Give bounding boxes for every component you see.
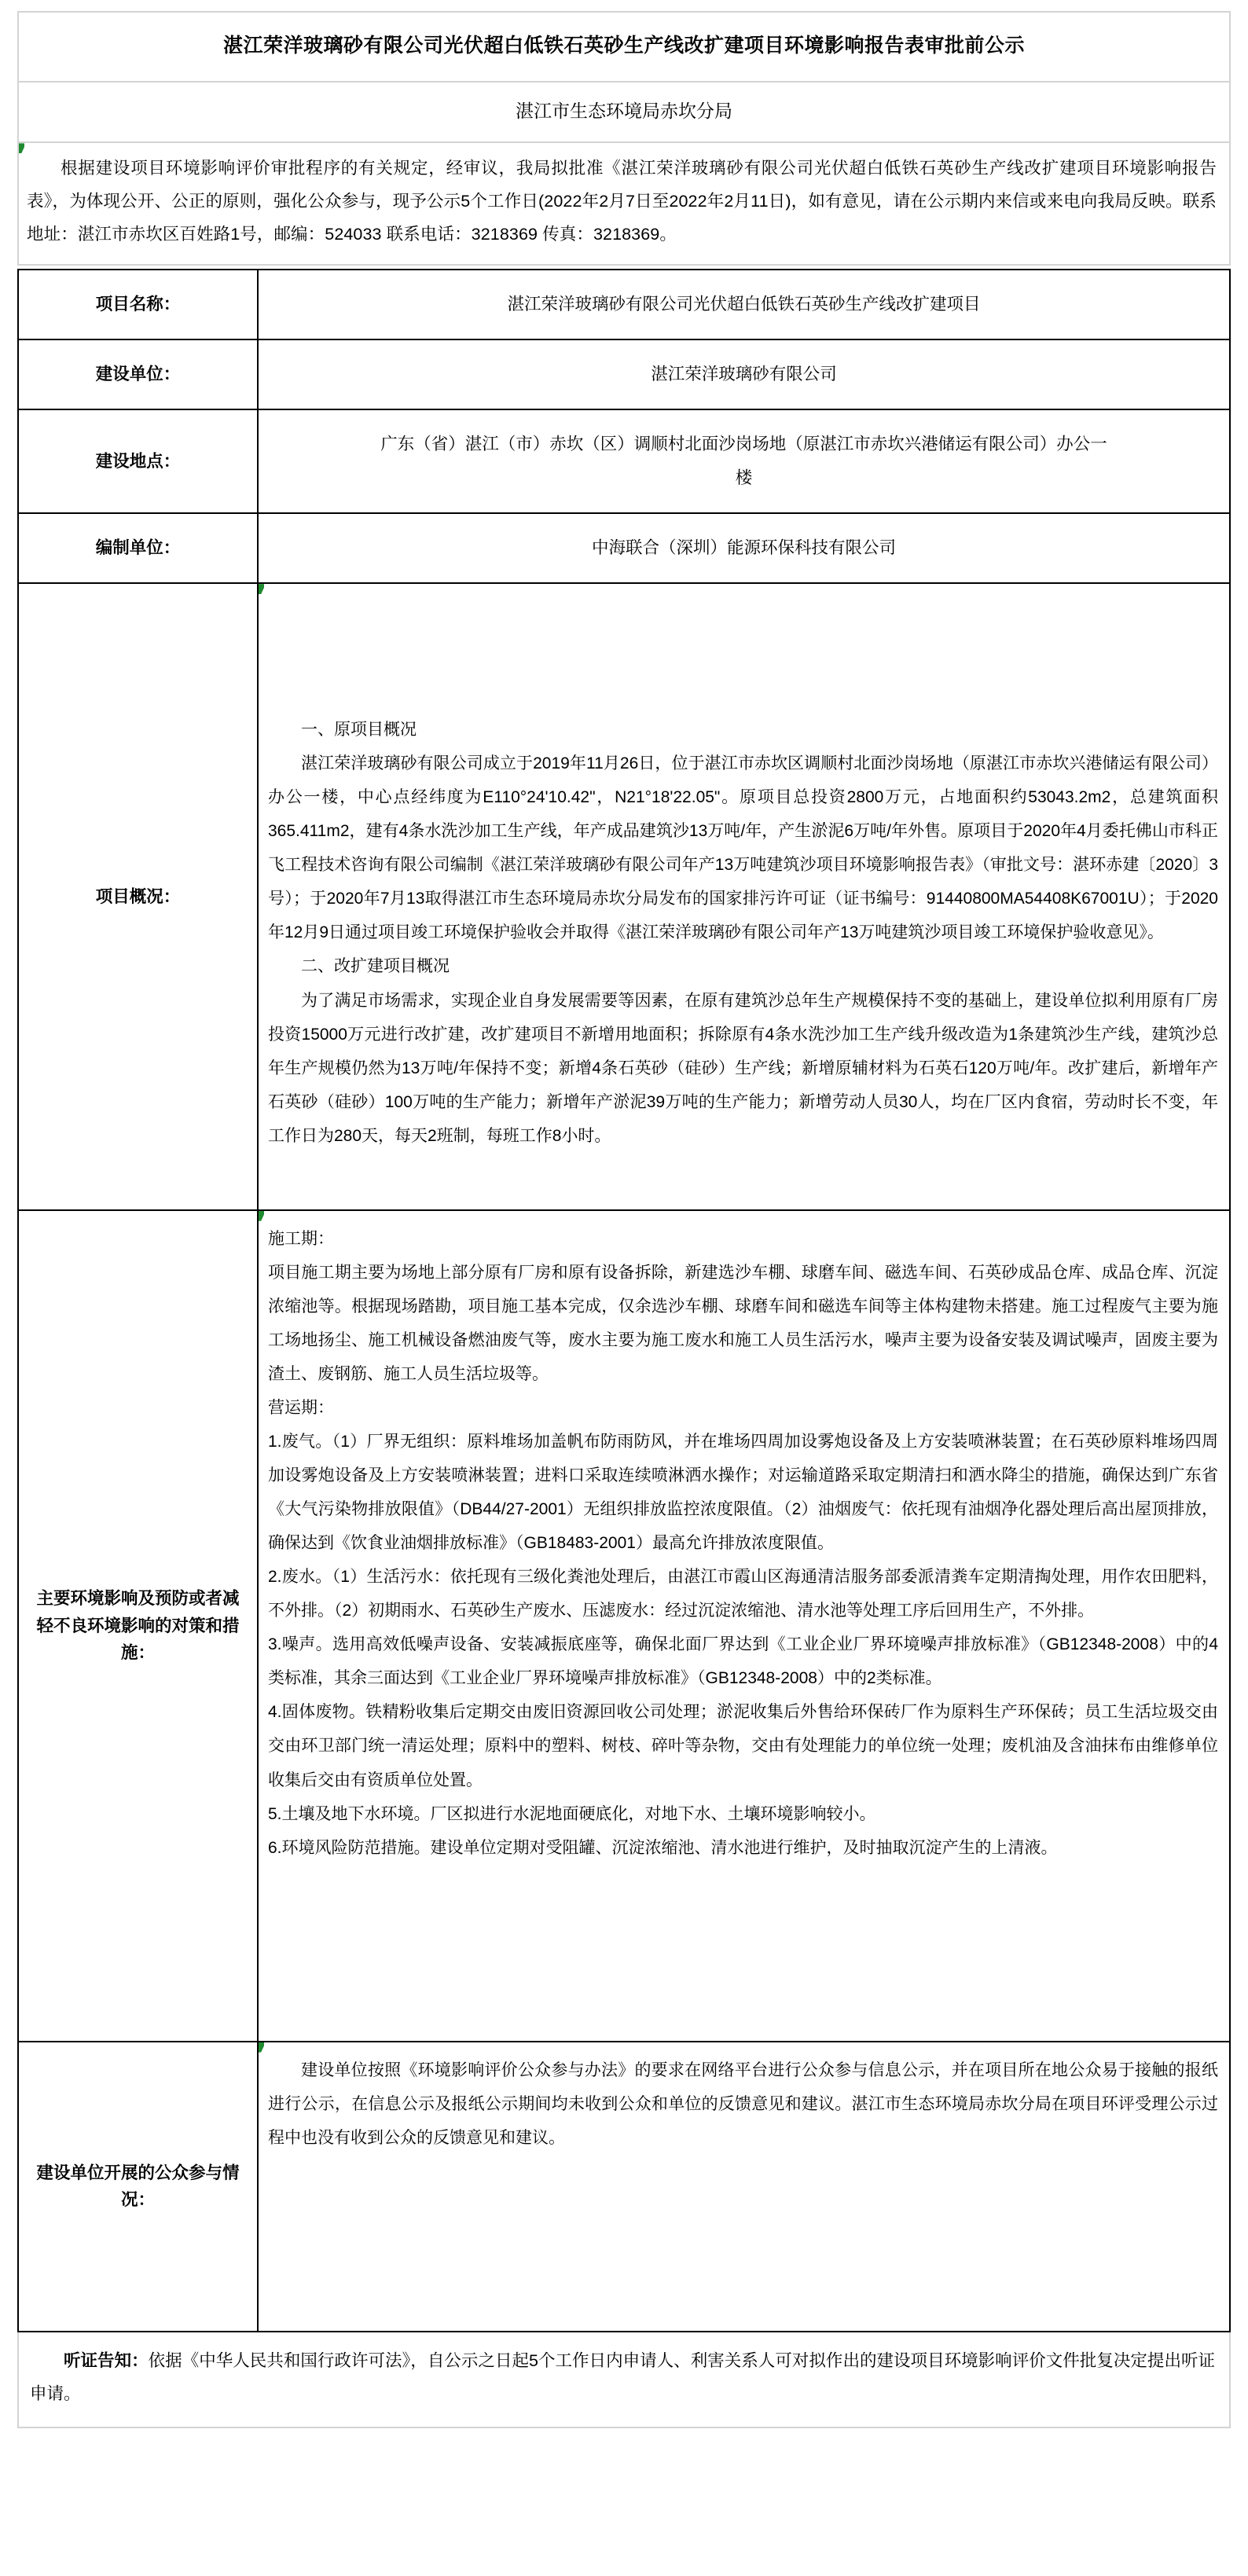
measures-construction-text: 项目施工期主要为场地上部分原有厂房和原有设备拆除，新建选沙车棚、球磨车间、磁选车间、石英砂成品仓库、成品仓库、沉淀浓缩池等。根据现场踏勘，项目施工基本完成，仅余选沙车棚、球磨车间和磁选车间等主体构建物未搭建。施工过程废气主要为施工场地扬尘、施工机械设备燃油废气等，废水主要为施工废水和施工人员生活污水，噪声主要为设备安装及调试噪声，固废主要为渣土、废钢筋、施工人员生活垃圾等。 bbox=[268, 1263, 1218, 1383]
preparation-unit-value: 中海联合（深圳）能源环保科技有限公司 bbox=[591, 538, 896, 558]
project-overview-body bbox=[259, 584, 1229, 1209]
overview-para-original: 湛江荣洋玻璃砂有限公司成立于2019年11月26日，位于湛江市赤坎区调顺村北面沙岗场地（原湛江市赤坎兴港储运有限公司）办公一楼，中心点经纬度为E110°24'10.42"，N21°18'22.05"。原项目总投资2800万元，占地面积约53043.2m2，总建筑面积365.411m2，建有4条水洗沙加工生产线，年产成品建筑沙13万吨/年，产生淤泥6万吨/年外售。原项目于2020年4月委托佛山市科正飞工程技术咨询有限公司编制《湛江荣洋玻璃砂有限公司年产13万吨建筑沙项目环境影响报告表》（审批文号：湛环赤建〔2020〕3号）；于2020年7月13取得湛江市生态环境局赤坎分局发布的国家排污许可证（证书编号：91440800MA54408K67001U）；于2020年12月9日通过项目竣工环境保护验收会并取得《湛江荣洋玻璃砂有限公司年产13万吨建筑沙项目竣工环境保护验收意见》。 bbox=[268, 754, 1218, 942]
environmental-measures-body bbox=[259, 1211, 1229, 2041]
measures-item-risk-prevention: 6.环境风险防范措施。建设单位定期对受阻罐、沉淀浓缩池、清水池进行维护，及时抽取沉淀产生的上清液。 bbox=[268, 1838, 1058, 1857]
document-title-box bbox=[17, 11, 1231, 81]
construction-unit-value-cell bbox=[258, 339, 1230, 409]
table-row-preparation-unit bbox=[18, 513, 1230, 583]
public-participation-body bbox=[259, 2042, 1229, 2331]
construction-site-value-cell bbox=[258, 409, 1230, 513]
environmental-measures-value-cell bbox=[258, 1210, 1230, 2042]
measures-operation-heading: 营运期： bbox=[268, 1399, 334, 1417]
project-name-label-cell bbox=[18, 270, 258, 339]
measures-item-noise: 3.噪声。选用高效低噪声设备、安装减振底座等，确保北面厂界达到《工业企业厂界环境噪声排放标准》（GB12348-2008）中的4类标准，其余三面达到《工业企业厂界环境噪声排放标准》（GB12348-2008）中的2类标准。 bbox=[268, 1635, 1218, 1688]
table-row-construction-site bbox=[18, 409, 1230, 513]
project-overview-value-cell bbox=[258, 583, 1230, 1210]
public-participation-label: 建设单位开展的公众参与情况： bbox=[36, 2163, 240, 2210]
preparation-unit-value-cell bbox=[258, 513, 1230, 583]
project-overview-label: 项目概况： bbox=[95, 886, 181, 906]
project-name-value-cell bbox=[258, 270, 1230, 339]
hearing-notice-label: 听证告知： bbox=[64, 2350, 149, 2370]
project-name-label: 项目名称： bbox=[95, 295, 181, 314]
preparation-unit-label: 编制单位： bbox=[95, 538, 181, 558]
construction-site-value: 广东（省）湛江（市）赤坎（区）调顺村北面沙岗场地（原湛江市赤坎兴港储运有限公司）办公一楼 bbox=[380, 435, 1107, 488]
overview-heading-original: 一、原项目概况 bbox=[301, 721, 417, 739]
project-name-value: 湛江荣洋玻璃砂有限公司光伏超白低铁石英砂生产线改扩建项目 bbox=[507, 295, 981, 314]
overview-top-spacer bbox=[268, 595, 1218, 713]
preparation-unit-label-cell bbox=[18, 513, 258, 583]
table-row-public-participation bbox=[18, 2042, 1230, 2332]
public-participation-label-cell bbox=[18, 2042, 258, 2332]
public-participation-value-cell bbox=[258, 2042, 1230, 2332]
measures-construction-heading: 施工期： bbox=[268, 1229, 334, 1248]
environmental-measures-label-cell bbox=[18, 1210, 258, 2042]
overview-para-expansion: 为了满足市场需求，实现企业自身发展需要等因素，在原有建筑沙总年生产规模保持不变的基础上，建设单位拟利用原有厂房投资15000万元进行改扩建，改扩建项目不新增用地面积；拆除原有4条水洗沙加工生产线升级改造为1条建筑沙生产线，建筑沙总年生产规模仍然为13万吨/年保持不变；新增4条石英砂（硅砂）生产线；新增原辅材料为石英石120万吨/年。改扩建后，新增年产石英砂（硅砂）100万吨的生产能力；新增年产淤泥39万吨的生产能力；新增劳动人员30人，均在厂区内食宿，劳动时长不变，年工作日为280天，每天2班制，每班工作8小时。 bbox=[268, 991, 1218, 1145]
environmental-measures-label: 主要环境影响及预防或者减轻不良环境影响的对策和措施： bbox=[36, 1589, 240, 1662]
issuing-authority: 湛江市生态环境局赤坎分局 bbox=[516, 100, 732, 121]
page-title: 湛江荣洋玻璃砂有限公司光伏超白低铁石英砂生产线改扩建项目环境影响报告表审批前公示 bbox=[222, 35, 1025, 57]
overview-bottom-spacer bbox=[268, 1153, 1218, 1198]
construction-unit-value: 湛江荣洋玻璃砂有限公司 bbox=[651, 365, 837, 384]
measures-item-solid-waste: 4.固体废物。铁精粉收集后定期交由废旧资源回收公司处理；淤泥收集后外售给环保砖厂作为原料生产环保砖；员工生活垃圾交由交由环卫部门统一清运处理；原料中的塑料、树枝、碎叶等杂物，交由有处理能力的单位统一处理；废机油及含油抹布由维修单位收集后交由有资质单位处置。 bbox=[268, 1703, 1218, 1789]
intro-paragraph: 根据建设项目环境影响评价审批程序的有关规定，经审议，我局拟批准《湛江荣洋玻璃砂有限公司光伏超白低铁石英砂生产线改扩建项目环境影响报告表》，为体现公开、公正的原则，强化公众参与，现予公示5个工作日(2022年2月7日至2022年2月11日)，如有意见，请在公示期内来信或来电向我局反映。联系地址：湛江市赤坎区百姓路1号，邮编：524033 联系电话：3218369 传真：3218369。 bbox=[27, 159, 1217, 244]
measures-item-soil-groundwater: 5.土壤及地下水环境。厂区拟进行水泥地面硬底化，对地下水、土壤环境影响较小。 bbox=[268, 1804, 876, 1823]
measures-item-air: 1.废气。（1）厂界无组织：原料堆场加盖帆布防雨防风，并在堆场四周加设雾炮设备及上方安装喷淋装置；在石英砂原料堆场四周加设雾炮设备及上方安装喷淋装置；进料口采取连续喷淋洒水操作；对运输道路采取定期清扫和洒水降尘的措施，确保达到广东省《大气污染物排放限值》（DB44/27-2001）无组织排放监控浓度限值。（2）油烟废气：依托现有油烟净化器处理后高出屋顶排放，确保达到《饮食业油烟排放标准》（GB18483-2001）最高允许排放浓度限值。 bbox=[268, 1433, 1218, 1553]
participation-bottom-spacer bbox=[268, 2155, 1218, 2320]
construction-site-label-cell bbox=[18, 409, 258, 513]
table-row-project-overview bbox=[18, 583, 1230, 1210]
measures-bottom-spacer bbox=[268, 1865, 1218, 2030]
table-row-environmental-measures bbox=[18, 1210, 1230, 2042]
hearing-notice-text: 依据《中华人民共和国行政许可法》，自公示之日起5个工作日内申请人、利害关系人可对拟作出的建设项目环境影响评价文件批复决定提出听证申请。 bbox=[30, 2350, 1215, 2403]
construction-unit-label: 建设单位： bbox=[95, 365, 181, 384]
measures-item-wastewater: 2.废水。（1）生活污水：依托现有三级化粪池处理后，由湛江市霞山区海通清洁服务部委派清粪车定期清掏处理，用作农田肥料，不外排。（2）初期雨水、石英砂生产废水、压滤废水：经过沉淀浓缩池、清水池等处理工序后回用生产，不外排。 bbox=[268, 1568, 1218, 1620]
construction-site-label: 建设地点： bbox=[95, 451, 181, 471]
table-row-construction-unit bbox=[18, 339, 1230, 409]
hearing-notice-box bbox=[17, 2332, 1231, 2428]
project-overview-label-cell bbox=[18, 583, 258, 1210]
table-row-project-name bbox=[18, 270, 1230, 339]
public-participation-text: 建设单位按照《环境影响评价公众参与办法》的要求在网络平台进行公众参与信息公示，并在项目所在地公众易于接触的报纸进行公示，在信息公示及报纸公示期间均未收到公众和单位的反馈意见和建议。湛江市生态环境局赤坎分局在项目环评受理公示过程中也没有收到公众的反馈意见和建议。 bbox=[268, 2060, 1218, 2147]
intro-paragraph-box bbox=[17, 143, 1231, 266]
issuing-authority-box bbox=[17, 81, 1231, 144]
overview-heading-expansion: 二、改扩建项目概况 bbox=[301, 957, 450, 976]
project-info-table bbox=[17, 269, 1231, 2332]
construction-unit-label-cell bbox=[18, 339, 258, 409]
